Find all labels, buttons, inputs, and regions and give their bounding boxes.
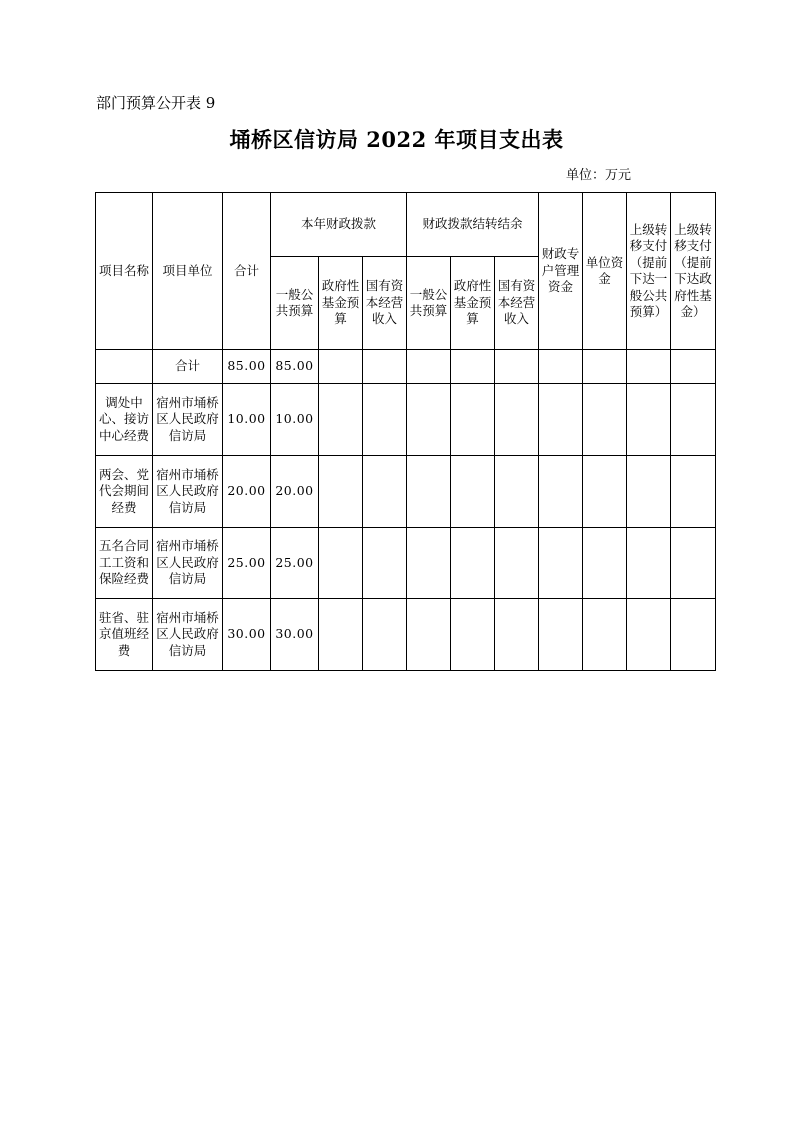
row-general: 10.00	[271, 384, 319, 456]
sub-header-state-capital-carryover: 国有资本经营收入	[495, 257, 539, 350]
project-name: 驻省、驻京值班经费	[96, 599, 153, 671]
unit-label: 单位：万元	[566, 168, 632, 183]
sub-header-gov-fund-carryover: 政府性基金预算	[451, 257, 495, 350]
row-total: 10.00	[223, 384, 271, 456]
header-transfer-general: 上级转移支付（提前下达一般公共预算）	[627, 193, 671, 350]
header-special-account: 财政专户管理资金	[539, 193, 583, 350]
sub-header-general-carryover: 一般公共预算	[407, 257, 451, 350]
header-current-year-group: 本年财政拨款	[271, 193, 407, 257]
project-expenditure-table	[95, 192, 716, 671]
project-name: 五名合同工工资和保险经费	[96, 528, 153, 599]
row-general: 20.00	[271, 456, 319, 528]
row-total: 25.00	[223, 528, 271, 599]
table-row-total	[96, 350, 716, 384]
header-project-unit: 项目单位	[153, 193, 223, 350]
sub-header-gov-fund: 政府性基金预算	[319, 257, 363, 350]
table-row	[96, 599, 716, 671]
row-general: 30.00	[271, 599, 319, 671]
table-row	[96, 384, 716, 456]
header-total: 合计	[223, 193, 271, 350]
header-carryover-group: 财政拨款结转结余	[407, 193, 539, 257]
row-total: 30.00	[223, 599, 271, 671]
total-label: 合计	[153, 350, 223, 384]
document-label: 部门预算公开表 9	[96, 94, 216, 112]
document-title: 埇桥区信访局 2022 年项目支出表	[229, 127, 564, 152]
project-name: 两会、党代会期间经费	[96, 456, 153, 528]
project-unit: 宿州市埇桥区人民政府信访局	[153, 456, 223, 528]
row-general: 25.00	[271, 528, 319, 599]
project-unit: 宿州市埇桥区人民政府信访局	[153, 384, 223, 456]
header-project-name: 项目名称	[96, 193, 153, 350]
project-unit: 宿州市埇桥区人民政府信访局	[153, 599, 223, 671]
project-name: 调处中心、接访中心经费	[96, 384, 153, 456]
sub-header-state-capital: 国有资本经营收入	[363, 257, 407, 350]
total-amount: 85.00	[223, 350, 271, 384]
sub-header-general: 一般公共预算	[271, 257, 319, 350]
table-row	[96, 456, 716, 528]
header-unit-funds: 单位资金	[583, 193, 627, 350]
row-total: 20.00	[223, 456, 271, 528]
total-general: 85.00	[271, 350, 319, 384]
header-transfer-fund: 上级转移支付（提前下达政府性基金）	[671, 193, 716, 350]
project-unit: 宿州市埇桥区人民政府信访局	[153, 528, 223, 599]
table-row	[96, 528, 716, 599]
